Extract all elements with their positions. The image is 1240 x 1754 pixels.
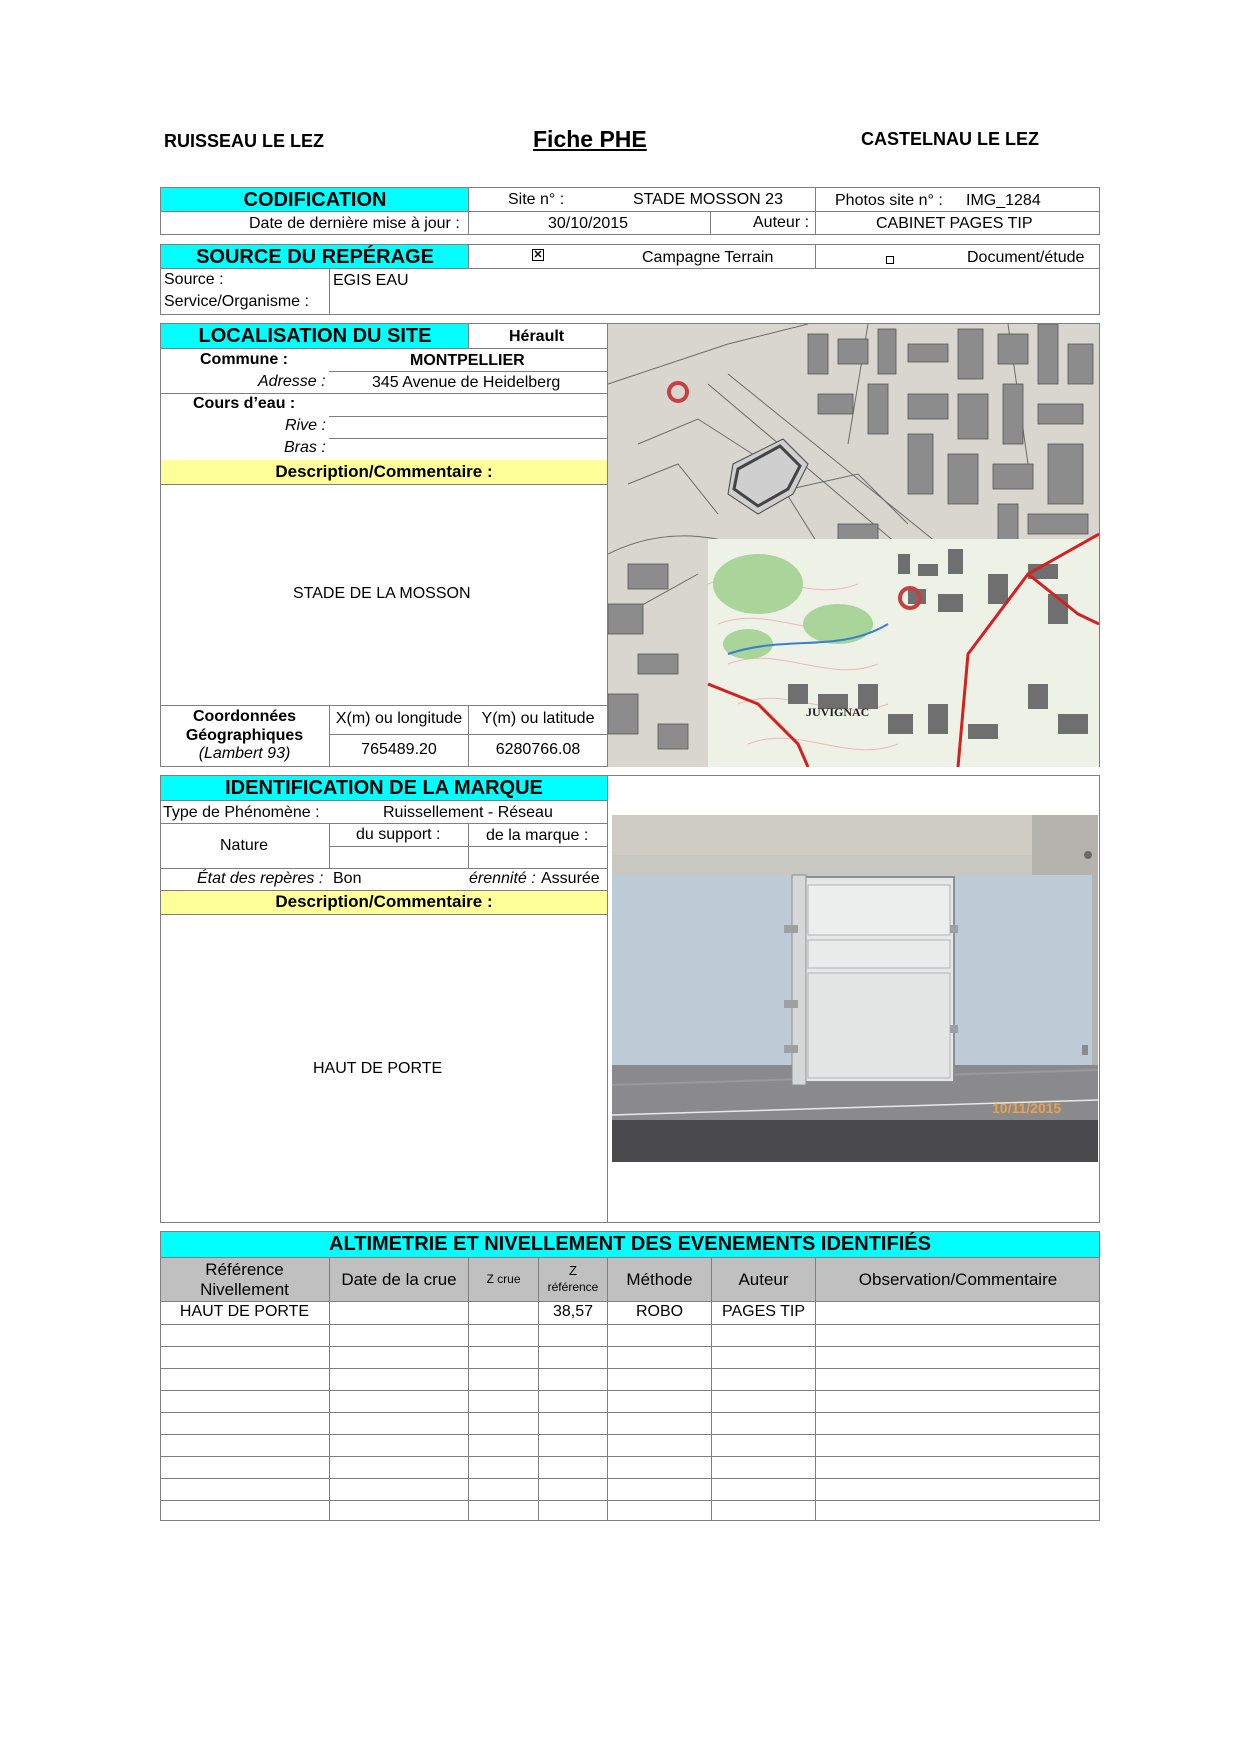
table-row-divider: [160, 1500, 1100, 1501]
adresse-label: Adresse :: [258, 373, 326, 390]
perennite-value: Assurée: [541, 870, 600, 887]
altimetrie-heading: ALTIMETRIE ET NIVELLEMENT DES EVENEMENTS IDENTIFIÉS: [161, 1232, 1099, 1257]
date-label: Date de dernière mise à jour :: [249, 215, 460, 232]
source-heading: SOURCE DU REPÉRAGE: [161, 245, 469, 269]
page-title: Fiche PHE: [533, 126, 647, 152]
site-label: Site n° :: [508, 191, 565, 208]
type-label: Type de Phénomène :: [163, 804, 320, 821]
commune-label: Commune :: [200, 351, 288, 368]
localisation-desc-value: STADE DE LA MOSSON: [293, 585, 471, 602]
perennite-label: érennité :: [469, 870, 536, 887]
type-value: Ruissellement - Réseau: [383, 804, 553, 821]
cours-label: Cours d’eau :: [193, 395, 296, 412]
commune-value: MONTPELLIER: [410, 352, 525, 369]
col-date: Date de la crue: [341, 1270, 457, 1289]
localisation-heading: LOCALISATION DU SITE: [161, 324, 469, 348]
x-value: 765489.20: [361, 741, 437, 758]
support-label: du support :: [356, 826, 441, 843]
etat-value: Bon: [333, 870, 362, 887]
date-value: 30/10/2015: [548, 215, 629, 232]
site-value: STADE MOSSON 23: [633, 191, 783, 208]
photo-date-stamp: 10/11/2015: [992, 1100, 1062, 1116]
table-row-divider: [160, 1434, 1100, 1435]
campagne-label: Campagne Terrain: [642, 249, 774, 266]
col-observation: Observation/Commentaire: [858, 1270, 1058, 1289]
departement-value: Hérault: [509, 328, 565, 345]
table-cell: PAGES TIP: [722, 1303, 805, 1320]
col-ref-2: Nivellement: [200, 1280, 289, 1299]
service-value: EGIS EAU: [333, 272, 409, 289]
commune-name: CASTELNAU LE LEZ: [861, 129, 1039, 149]
source-label: Source :: [164, 271, 224, 288]
marque-heading: IDENTIFICATION DE LA MARQUE: [161, 776, 607, 800]
col-zcrue: Z crue: [486, 1272, 521, 1286]
marque-label: de la marque :: [486, 827, 589, 844]
adresse-value: 345 Avenue de Heidelberg: [372, 374, 561, 391]
nature-label: Nature: [220, 837, 269, 854]
photos-label: Photos site n° :: [835, 192, 943, 209]
service-label: Service/Organisme :: [164, 293, 309, 310]
table-row-divider: [160, 1456, 1100, 1457]
table-row-divider: [160, 1412, 1100, 1413]
photos-value: IMG_1284: [966, 192, 1041, 209]
col-auteur: Auteur: [738, 1270, 789, 1289]
coord-label-3: (Lambert 93): [198, 745, 291, 762]
coord-label-2: Géographiques: [185, 727, 304, 744]
col-ref-1: Référence: [205, 1260, 284, 1279]
table-row-divider: [160, 1368, 1100, 1369]
table-row-divider: [160, 1346, 1100, 1347]
marque-desc-value: HAUT DE PORTE: [313, 1060, 443, 1077]
col-zref-2: référence: [547, 1280, 599, 1294]
table-row-divider: [160, 1324, 1100, 1325]
rive-label: Rive :: [285, 417, 326, 434]
map-town-label: JUVIGNAC: [806, 705, 870, 719]
auteur-label: Auteur :: [753, 214, 810, 231]
col-zref-1: Z: [569, 1263, 577, 1278]
table-row-divider: [160, 1478, 1100, 1479]
document-checkbox[interactable]: [886, 256, 894, 264]
table-row-divider: [160, 1390, 1100, 1391]
table-cell: ROBO: [635, 1303, 684, 1320]
y-label: Y(m) ou latitude: [481, 710, 595, 727]
table-cell: 38,57: [552, 1303, 594, 1320]
document-label: Document/étude: [967, 249, 1085, 266]
site-photo: [612, 815, 1098, 1162]
marque-desc-heading: Description/Commentaire :: [161, 890, 607, 914]
etat-label: État des repères :: [197, 870, 324, 887]
localisation-desc-heading: Description/Commentaire :: [161, 460, 607, 484]
coord-label-1: Coordonnées: [192, 708, 297, 725]
river-name: RUISSEAU LE LEZ: [164, 131, 325, 151]
location-map: [608, 324, 1099, 767]
codification-heading: CODIFICATION: [161, 188, 469, 212]
y-value: 6280766.08: [495, 741, 581, 758]
bras-label: Bras :: [284, 439, 326, 456]
table-cell: HAUT DE PORTE: [179, 1303, 310, 1320]
auteur-value: CABINET PAGES TIP: [876, 215, 1033, 232]
campagne-checkbox[interactable]: ✕: [533, 249, 543, 261]
col-methode: Méthode: [626, 1270, 693, 1289]
x-label: X(m) ou longitude: [335, 710, 463, 727]
